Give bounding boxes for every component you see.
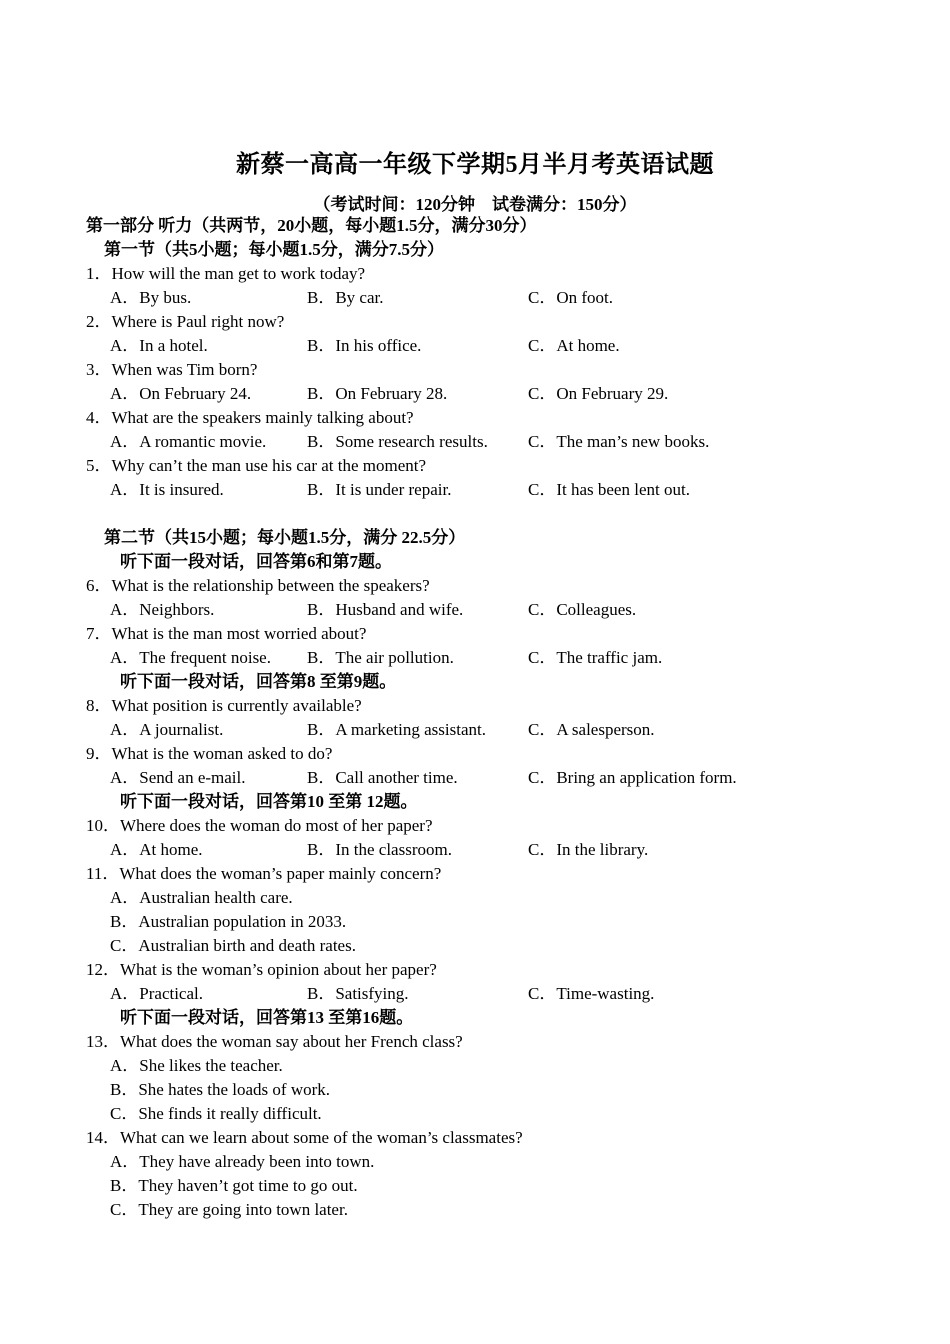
question-stem: 9．What is the woman asked to do?: [86, 744, 333, 763]
option-row: [86, 430, 926, 454]
exam-info: （考试时间：120分钟 试卷满分：150分）: [313, 195, 637, 214]
option-b: B．In his office.: [307, 336, 422, 355]
option-c: C．Bring an application form.: [528, 768, 737, 787]
option-b: B．By car.: [307, 288, 384, 307]
option-c: C．Time-wasting.: [528, 984, 655, 1003]
option-a: A．Send an e-mail.: [110, 768, 246, 787]
option-b: B．The air pollution.: [307, 648, 454, 667]
question-stem: 1．How will the man get to work today?: [86, 264, 366, 283]
option-row: [86, 598, 926, 622]
question-stem: 5．Why can’t the man use his car at the moment?: [86, 456, 427, 475]
page-title: 新蔡一高高一年级下学期5月半月考英语试题: [236, 152, 714, 178]
option-c: C．On February 29.: [528, 384, 669, 403]
option-a: A．A journalist.: [110, 720, 224, 739]
option-row: [86, 478, 926, 502]
option-a: A．They have already been into town.: [110, 1152, 375, 1171]
option-b: B．Call another time.: [307, 768, 458, 787]
option-c: C．In the library.: [528, 840, 649, 859]
option-a: A．Practical.: [110, 984, 203, 1003]
option-c: C．Australian birth and death rates.: [110, 936, 356, 955]
option-c: C．They are going into town later.: [110, 1200, 348, 1219]
option-a: A．On February 24.: [110, 384, 252, 403]
option-b: B．In the classroom.: [307, 840, 452, 859]
option-c: C．Colleagues.: [528, 600, 637, 619]
option-b: B．A marketing assistant.: [307, 720, 486, 739]
question-stem: 7．What is the man most worried about?: [86, 624, 367, 643]
option-c: C．She finds it really difficult.: [110, 1104, 322, 1123]
option-row: [86, 646, 926, 670]
question-stem: 2．Where is Paul right now?: [86, 312, 285, 331]
part1-header: 第一部分 听力（共两节，20小题，每小题1.5分，满分30分）: [86, 216, 537, 235]
option-a: A．She likes the teacher.: [110, 1056, 283, 1075]
question-stem: 10．Where does the woman do most of her paper?: [86, 816, 433, 835]
option-b: B．Husband and wife.: [307, 600, 464, 619]
option-a: A．Neighbors.: [110, 600, 215, 619]
question-stem: 6．What is the relationship between the speakers?: [86, 576, 430, 595]
question-stem: 8．What position is currently available?: [86, 696, 362, 715]
option-b: B．Satisfying.: [307, 984, 409, 1003]
option-row: [86, 838, 926, 862]
option-a: A．By bus.: [110, 288, 192, 307]
option-c: C．A salesperson.: [528, 720, 655, 739]
question-stem: 13．What does the woman say about her French class?: [86, 1032, 463, 1051]
dialogue-instruction: 听下面一段对话，回答第13 至第16题。: [120, 1008, 414, 1027]
option-b: B．Australian population in 2033.: [110, 912, 347, 931]
option-b: B．On February 28.: [307, 384, 448, 403]
option-b: B．It is under repair.: [307, 480, 452, 499]
question-stem: 11．What does the woman’s paper mainly concern?: [86, 864, 442, 883]
question-stem: 3．When was Tim born?: [86, 360, 258, 379]
option-b: B．Some research results.: [307, 432, 488, 451]
question-stem: 14．What can we learn about some of the woman’s classmates?: [86, 1128, 523, 1147]
option-c: C．On foot.: [528, 288, 613, 307]
dialogue-instruction: 听下面一段对话，回答第8 至第9题。: [120, 672, 397, 691]
option-a: A．Australian health care.: [110, 888, 293, 907]
option-a: A．A romantic movie.: [110, 432, 267, 451]
option-a: A．At home.: [110, 840, 203, 859]
option-row: [86, 382, 926, 406]
option-a: A．In a hotel.: [110, 336, 208, 355]
option-row: [86, 766, 926, 790]
option-row: [86, 718, 926, 742]
section2-header: 第二节（共15小题；每小题1.5分，满分 22.5分）: [104, 528, 466, 547]
option-c: C．The traffic jam.: [528, 648, 663, 667]
option-c: C．At home.: [528, 336, 620, 355]
option-row: [86, 334, 926, 358]
option-b: B．She hates the loads of work.: [110, 1080, 331, 1099]
option-c: C．The man’s new books.: [528, 432, 710, 451]
question-stem: 12．What is the woman’s opinion about her paper?: [86, 960, 437, 979]
option-a: A．The frequent noise.: [110, 648, 271, 667]
option-row: [86, 982, 926, 1006]
question-list: [86, 214, 926, 1222]
option-b: B．They haven’t got time to go out.: [110, 1176, 358, 1195]
dialogue-instruction: 听下面一段对话，回答第6和第7题。: [120, 552, 392, 571]
dialogue-instruction: 听下面一段对话，回答第10 至第 12题。: [120, 792, 418, 811]
option-a: A．It is insured.: [110, 480, 224, 499]
spacer: [86, 502, 926, 526]
option-c: C．It has been lent out.: [528, 480, 690, 499]
option-row: [86, 286, 926, 310]
section1-header: 第一节（共5小题；每小题1.5分，满分7.5分）: [104, 240, 444, 259]
question-stem: 4．What are the speakers mainly talking about?: [86, 408, 414, 427]
